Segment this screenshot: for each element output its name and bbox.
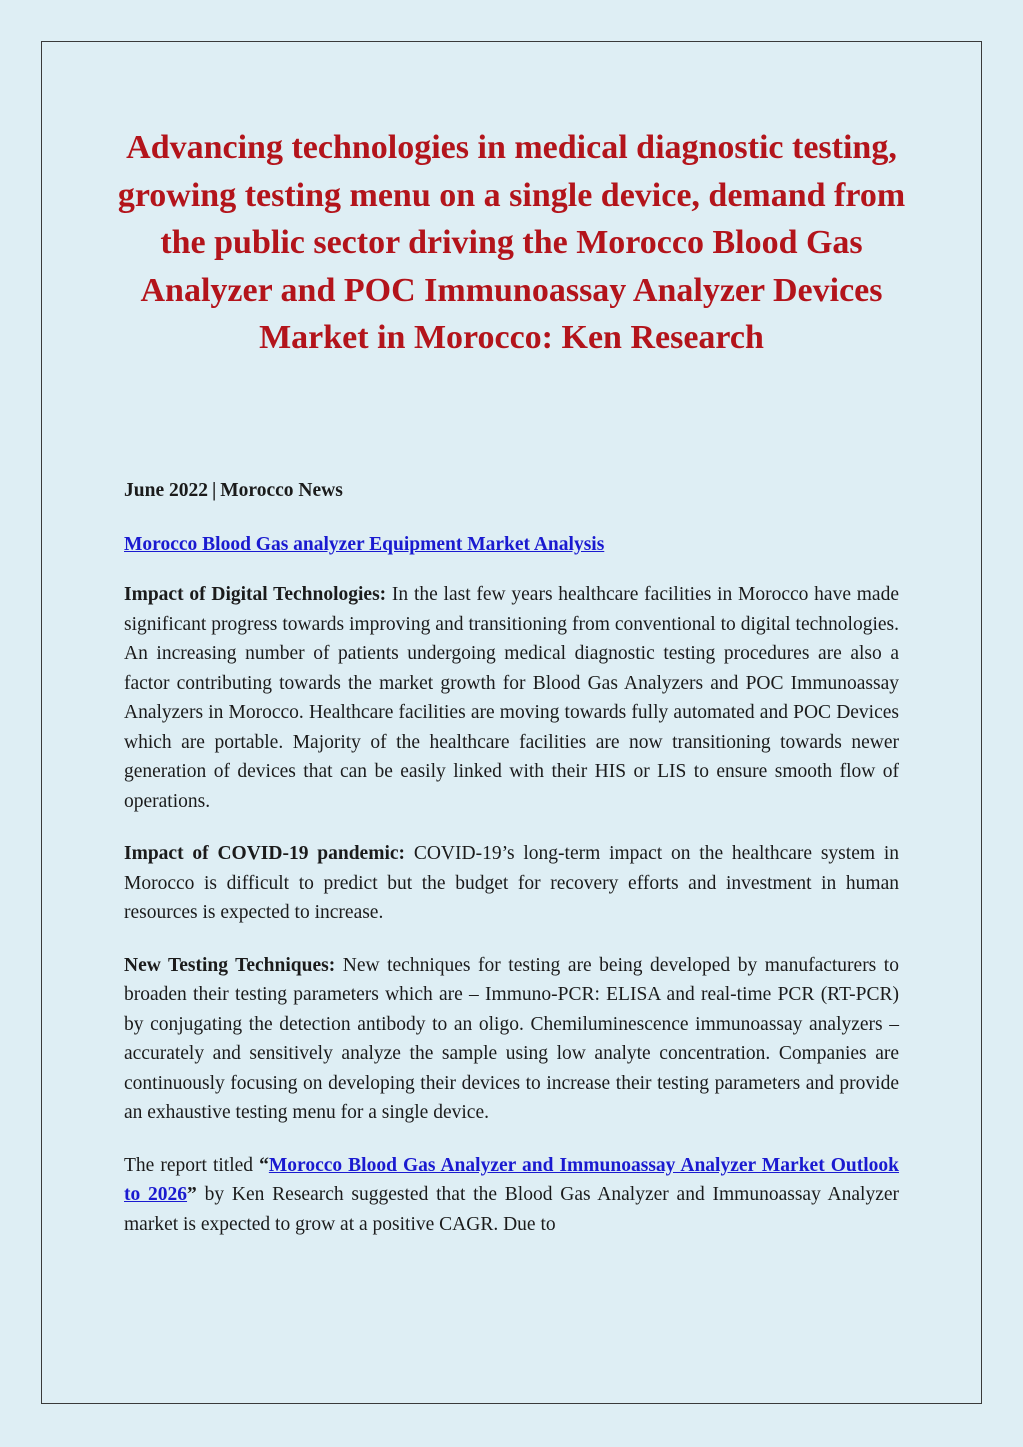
- report-paragraph: [124, 1151, 899, 1240]
- article-title: Advancing technologies in medical diagnostic testing, growing testing menu on a single device, demand from the public sector driving the Morocco Blood Gas Analyzer and POC Immunoassay Analyzer Devices Market in Morocco: Ken Research: [117, 129, 906, 356]
- article-body: [124, 476, 899, 1262]
- section-text: New techniques for testing are being developed by manufacturers to broaden their testing parameters which are – Immuno-PCR: ELISA and real-time PCR (RT-PCR) by conjugating the detection antibody to an oligo. Chemiluminescence immunoassay analyzers – accurately and sensitively analyze the sample using low analyte concentration. Companies are continuously focusing on developing their devices to increase their testing parameters and provide an exhaustive testing menu for a single device.: [124, 954, 899, 1123]
- market-analysis-link[interactable]: Morocco Blood Gas analyzer Equipment Market Analysis: [124, 533, 605, 555]
- close-quote: ”: [187, 1184, 197, 1205]
- section-label: Impact of Digital Technologies:: [124, 584, 387, 605]
- section-testing-techniques: [124, 951, 899, 1128]
- publish-date: June 2022: [124, 480, 208, 501]
- report-prefix: The report titled: [124, 1154, 260, 1176]
- section-label: New Testing Techniques:: [124, 954, 336, 976]
- report-title-link[interactable]: Morocco Blood Gas Analyzer and Immunoassay Analyzer Market Outlook to 2026: [124, 1154, 900, 1205]
- section-text: COVID-19’s long-term impact on the healthcare system in Morocco is difficult to predict but the budget for recovery efforts and investment in human resources is expected to increase.: [124, 843, 899, 923]
- report-suffix: by Ken Research suggested that the Blood Gas Analyzer and Immunoassay Analyzer market is expected to grow at a positive CAGR. Due to: [124, 1184, 899, 1235]
- section-digital-technologies: [124, 580, 899, 816]
- dateline: [124, 476, 899, 506]
- section-covid-impact: [124, 839, 899, 928]
- market-analysis-link-line: [124, 530, 899, 560]
- dateline-separator: |: [211, 480, 217, 501]
- news-source: Morocco News: [220, 480, 343, 501]
- open-quote: “: [259, 1154, 269, 1176]
- section-text: In the last few years healthcare facilities in Morocco have made significant progress towards improving and transitioning from conventional to digital technologies. An increasing number of patients undergoing medical diagnostic testing procedures are also a factor contributing towards the market growth for Blood Gas Analyzers and POC Immunoassay Analyzers in Morocco. Healthcare facilities are moving towards fully automated and POC Devices which are portable. Majority of the healthcare facilities are now transitioning towards newer generation of devices that can be easily linked with their HIS or LIS to ensure smooth flow of operations.: [124, 584, 899, 812]
- section-label: Impact of COVID-19 pandemic:: [124, 843, 406, 864]
